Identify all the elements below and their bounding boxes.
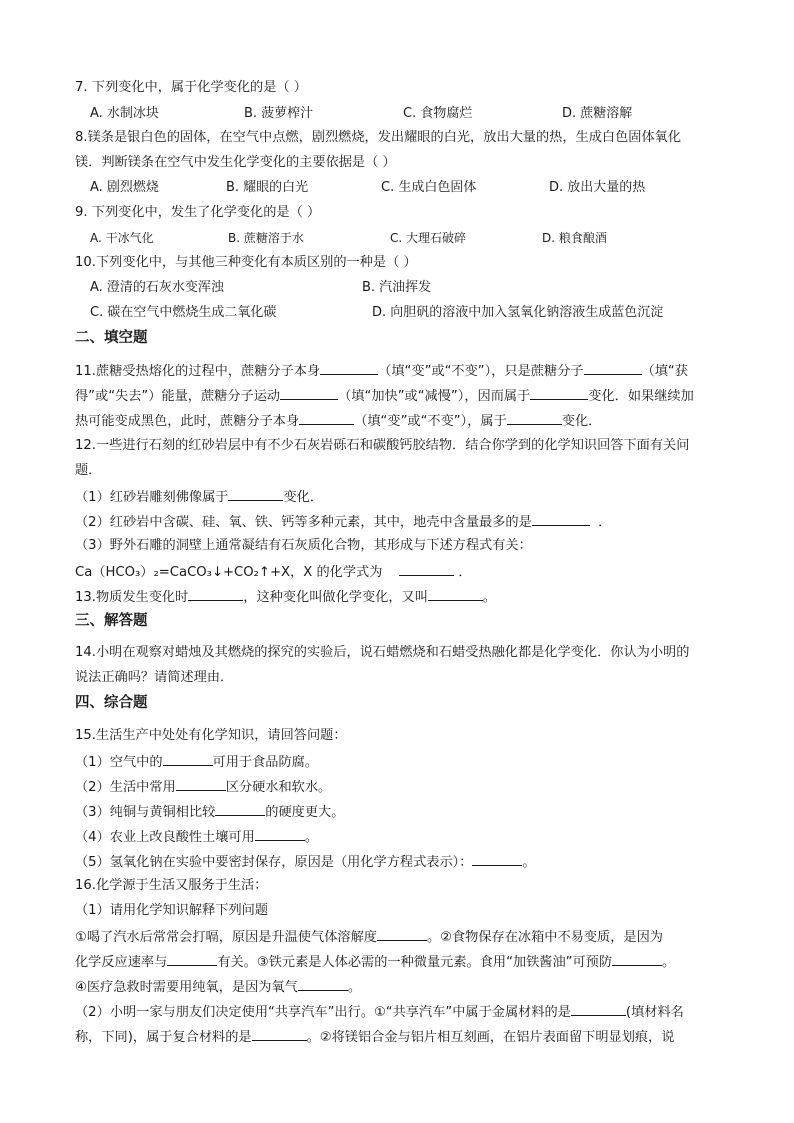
answer-blank[interactable] xyxy=(612,951,662,966)
q15-part2 xyxy=(75,776,725,798)
section-comprehensive-heading: 四、综合题 xyxy=(75,695,148,711)
q7-stem: 7. 下列变化中，属于化学变化的是（ ） xyxy=(75,80,307,95)
answer-blank[interactable] xyxy=(428,586,483,601)
q15-part4 xyxy=(75,826,725,848)
q15-text: 的硬度更大。 xyxy=(265,805,345,820)
q15-text: （4）农业上改良酸性土壤可用 xyxy=(75,830,255,845)
q11-text: 11.蔗糖受热熔化的过程中，蔗糖分子本身 xyxy=(75,364,321,379)
q7-option-b: B. 菠萝榨汁 xyxy=(244,106,314,121)
q13-text: 。 xyxy=(482,590,497,605)
q15-text: 。 xyxy=(304,830,319,845)
q16-text: 化学反应速率与 xyxy=(75,955,168,970)
q8-stem-line1: 8.镁条是银白色的固体，在空气中点燃，剧烈燃烧，发出耀眼的白光，放出大量的热，生成白色固体氧化 xyxy=(75,130,682,145)
q7-option-c: C. 食物腐烂 xyxy=(403,106,473,121)
q16-text: 。②食物保存在冰箱中不易变质，是因为 xyxy=(426,930,663,945)
q12-stem-line2: 题． xyxy=(75,463,102,478)
q12-text: Ca（HCO₃）₂=CaCO₃↓+CO₂↑+X，X 的化学式为 xyxy=(75,565,383,580)
q8-stem-line2: 镁．判断镁条在空气中发生化学变化的主要依据是（ ） xyxy=(75,155,396,170)
q11-text: 得”或“失去”）能量，蔗糖分子运动 xyxy=(75,389,281,404)
q11-text: 热可能变成黑色，此时，蔗糖分子本身 xyxy=(75,414,300,429)
q11-text: （填“变”或“不变”），只是蔗糖分子 xyxy=(378,364,584,379)
q11-line3 xyxy=(75,410,725,432)
q15-stem: 15.生活生产中处处有化学知识，请回答问题： xyxy=(75,728,347,743)
q16-stem: 16.化学源于生活又服务于生活： xyxy=(75,878,268,893)
q11-text: 变化． xyxy=(561,414,602,429)
q15-text: 可用于食品防腐。 xyxy=(212,755,319,770)
answer-blank[interactable] xyxy=(320,360,378,375)
q15-part1 xyxy=(75,751,725,773)
q16-text: 称，下同)，属于复合材料的是 xyxy=(75,1030,252,1045)
answer-blank[interactable] xyxy=(530,385,588,400)
q16-text: 有关。③铁元素是人体必需的一种微量元素。食用“加铁酱油”可预防 xyxy=(217,955,613,970)
q16-text: ①喝了汽水后常常会打嗝，原因是升温使气体溶解度 xyxy=(75,930,377,945)
answer-blank[interactable] xyxy=(176,776,226,791)
q11-line2 xyxy=(75,385,725,407)
q16-text: 。 xyxy=(347,980,362,995)
q15-part5 xyxy=(75,851,725,873)
answer-blank[interactable] xyxy=(255,826,305,841)
q8-option-d: D. 放出大量的热 xyxy=(549,180,646,195)
answer-blank[interactable] xyxy=(399,561,454,576)
section-fill-in-heading: 二、填空题 xyxy=(75,330,148,346)
q12-text: （2）红砂岩中含碳、硅、氧、铁、钙等多种元素，其中，地壳中含量最多的是 xyxy=(75,515,532,530)
answer-blank[interactable] xyxy=(472,851,522,866)
q12-text: ． xyxy=(458,565,472,580)
q11-text: （填“获 xyxy=(641,364,688,379)
q12-part1 xyxy=(75,486,725,508)
q13-text: ，这种变化叫做化学变化，又叫 xyxy=(243,590,428,605)
answer-blank[interactable] xyxy=(228,486,283,501)
q8-option-b: B. 耀眼的白光 xyxy=(226,180,309,195)
q12-text: （1）红砂岩雕刻佛像属于 xyxy=(75,490,229,505)
answer-blank[interactable] xyxy=(215,801,265,816)
q8-option-a: A. 剧烈燃烧 xyxy=(90,180,159,195)
q9-stem: 9. 下列变化中，发生了化学变化的是（ ） xyxy=(75,205,321,220)
q13-text: 13.物质发生变化时 xyxy=(75,590,189,605)
q15-text: 。 xyxy=(522,855,536,870)
q16-line1 xyxy=(75,926,725,948)
answer-blank[interactable] xyxy=(167,951,217,966)
q12-text: 变化． xyxy=(283,490,324,505)
q11-text: （填“加快”或“减慢”），因而属于 xyxy=(338,389,531,404)
q13 xyxy=(75,586,725,608)
q16-line3 xyxy=(75,976,725,998)
q10-option-b: B. 汽油挥发 xyxy=(362,280,432,295)
answer-blank[interactable] xyxy=(571,1001,626,1016)
answer-blank[interactable] xyxy=(584,360,642,375)
q11-line1 xyxy=(75,360,725,382)
q10-option-d: D. 向胆矾的溶液中加入氢氧化钠溶液生成蓝色沉淀 xyxy=(372,305,664,320)
q12-part3: （3）野外石雕的洞壁上通常凝结有石灰质化合物，其形成与下述方程式有关： xyxy=(75,538,532,553)
q11-text: 变化．如果继续加 xyxy=(588,389,694,404)
answer-blank[interactable] xyxy=(188,586,243,601)
q9-option-d: D. 粮食酿酒 xyxy=(542,231,607,245)
q16-line5 xyxy=(75,1026,725,1048)
q15-text: （5）氢氧化钠在实验中要密封保存，原因是（用化学方程式表示）： xyxy=(75,855,473,870)
q16-text: ④医疗急救时需要用纯氧，是因为氧气 xyxy=(75,980,298,995)
q12-stem-line1: 12.一些进行石刻的红砂岩层中有不少石灰岩砾石和碳酸钙胶结物．结合你学到的化学知识回答下面有关问 xyxy=(75,438,690,453)
answer-blank[interactable] xyxy=(298,976,348,991)
q12-part2 xyxy=(75,511,725,533)
q15-text: （1）空气中的 xyxy=(75,755,163,770)
answer-blank[interactable] xyxy=(280,385,338,400)
q10-stem: 10.下列变化中，与其他三种变化有本质区别的一种是（ ） xyxy=(75,255,417,270)
answer-blank[interactable] xyxy=(252,1026,307,1041)
q16-part1: （1）请用化学知识解释下列问题 xyxy=(75,903,269,918)
answer-blank[interactable] xyxy=(163,751,213,766)
answer-blank[interactable] xyxy=(532,511,590,526)
q16-text: 。②将镁铝合金与铝片相互刻画，在铝片表面留下明显划痕，说 xyxy=(306,1030,675,1045)
q7-option-a: A. 水制冰块 xyxy=(90,106,159,121)
q9-option-b: B. 蔗糖溶于水 xyxy=(228,231,304,245)
q16-text: (填材料名 xyxy=(625,1005,684,1020)
q14-line1: 14.小明在观察对蜡烛及其燃烧的探究的实验后，说石蜡燃烧和石蜡受热融化都是化学变化．你认为小明的 xyxy=(75,645,690,660)
q16-text: 。 xyxy=(662,955,676,970)
q16-line4 xyxy=(75,1001,725,1023)
q15-part3 xyxy=(75,801,725,823)
q10-option-a: A. 澄清的石灰水变浑浊 xyxy=(90,280,224,295)
q12-equation xyxy=(75,561,725,583)
q14-line2: 说法正确吗？请简述理由． xyxy=(75,670,234,685)
q9-option-c: C. 大理石破碎 xyxy=(390,231,467,245)
q8-option-c: C. 生成白色固体 xyxy=(381,180,477,195)
q15-text: 区分硬水和软水。 xyxy=(225,780,332,795)
answer-blank[interactable] xyxy=(377,926,427,941)
q11-text: （填“变”或“不变”），属于 xyxy=(354,414,507,429)
q9-option-a: A. 干冰气化 xyxy=(90,231,154,245)
q15-text: （2）生活中常用 xyxy=(75,780,176,795)
answer-blank[interactable] xyxy=(507,410,562,425)
q16-line2 xyxy=(75,951,725,973)
q7-option-d: D. 蔗糖溶解 xyxy=(562,106,633,121)
q12-text: ． xyxy=(598,515,612,530)
q15-text: （3）纯铜与黄铜相比较 xyxy=(75,805,216,820)
section-answer-heading: 三、解答题 xyxy=(75,613,148,629)
answer-blank[interactable] xyxy=(299,410,354,425)
q10-option-c: C. 碳在空气中燃烧生成二氧化碳 xyxy=(90,305,277,320)
q16-text: （2）小明一家与朋友们决定使用“共享汽车”出行。①“共享汽车”中属于金属材料的是 xyxy=(75,1005,571,1020)
